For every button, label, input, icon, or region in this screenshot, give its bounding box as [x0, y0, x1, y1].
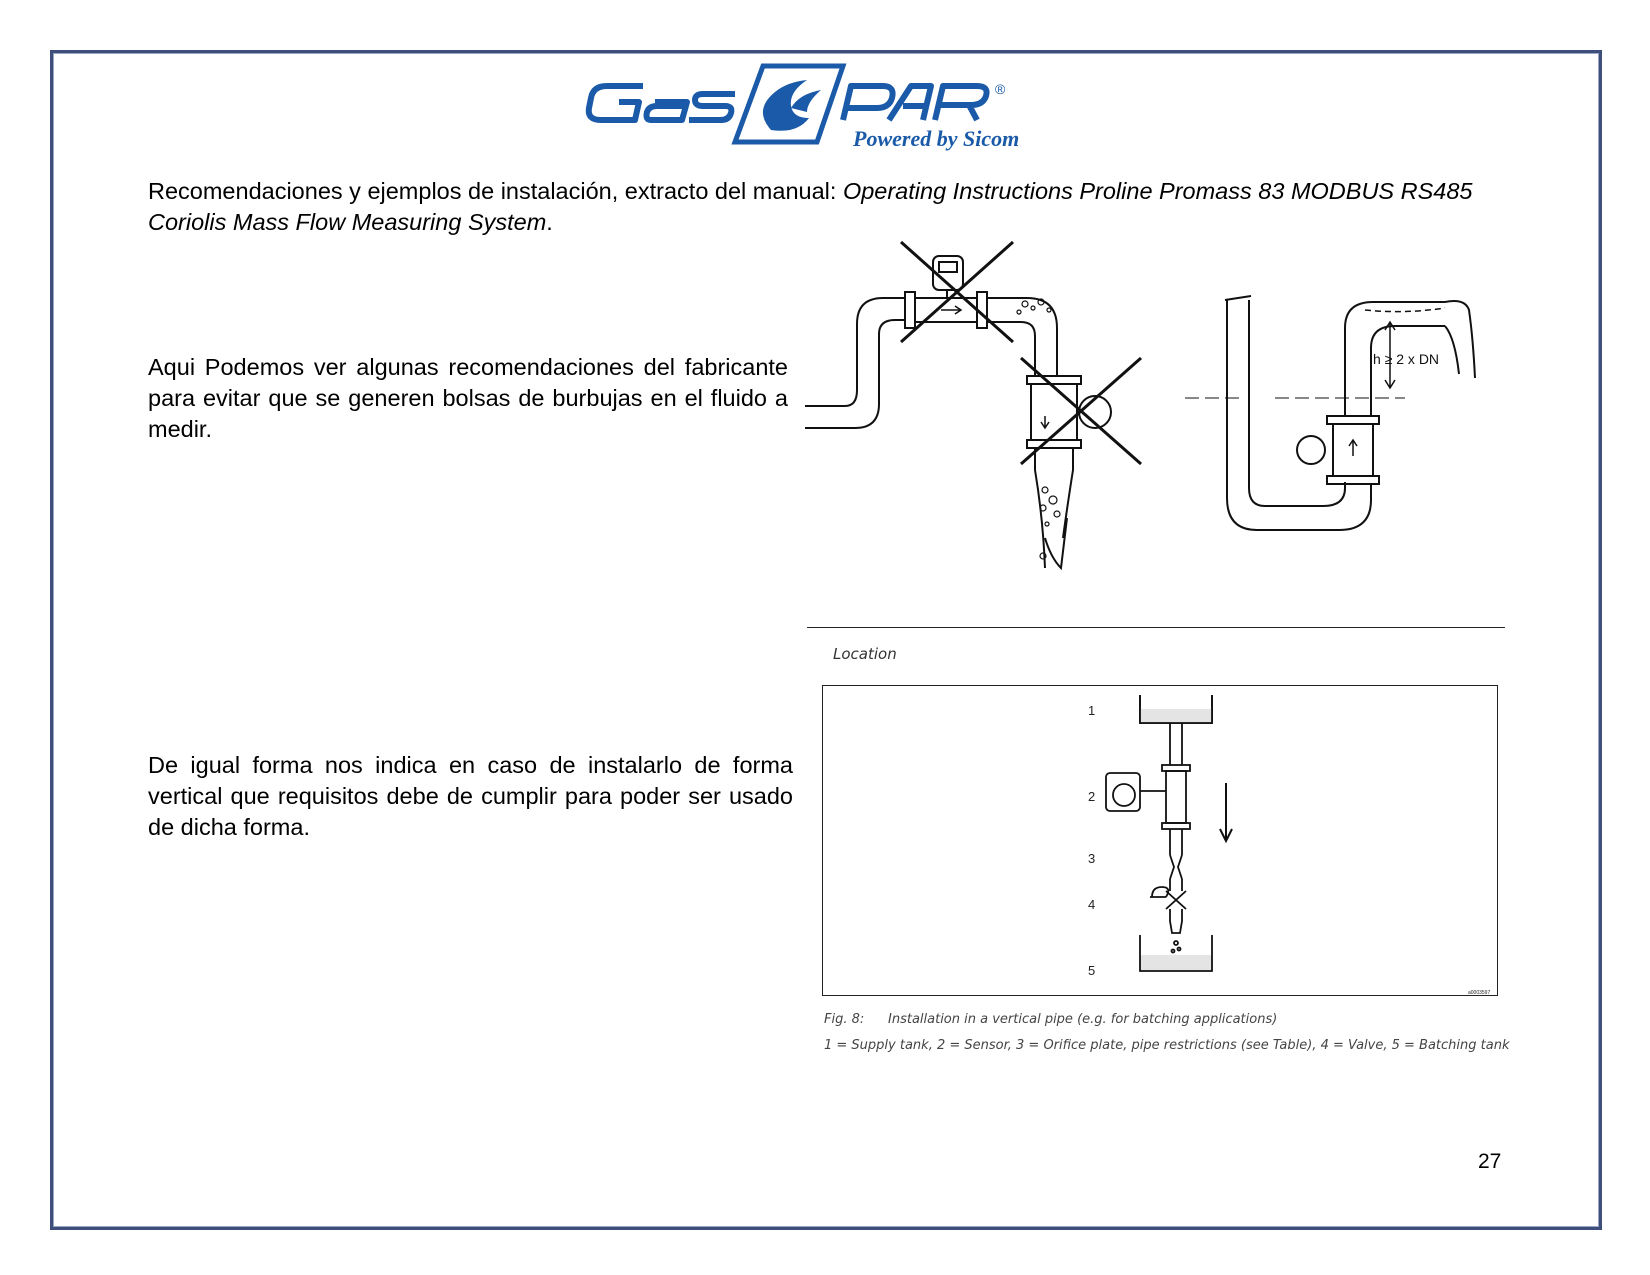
- gaspar-logo: [585, 58, 1065, 154]
- pipe-installation-diagram: [805, 238, 1505, 600]
- vertical-pipe-diagram: [822, 685, 1498, 996]
- section-divider: [807, 627, 1505, 628]
- figure-number-2: 2: [1088, 789, 1096, 804]
- manual-title: Operating Instructions Proline Promass 83 MODBUS RS485 Coriolis Mass Flow Measuring System: [148, 178, 1473, 235]
- registered-mark: ®: [995, 81, 1006, 97]
- figure-number-3: 3: [1088, 851, 1096, 866]
- figure-caption: [824, 1012, 1277, 1027]
- paragraph-vertical: De igual forma nos indica en caso de instalarlo de forma vertical que requisitos debe de cumplir para poder ser usado de dicha forma.: [148, 752, 793, 840]
- figure-title: Installation in a vertical pipe (e.g. for batching applications): [888, 1012, 1278, 1027]
- paragraph-bubbles: Aqui Podemos ver algunas recomendaciones del fabricante para evitar que se generen bolsas de burbujas en el fluido a medir.: [148, 354, 788, 442]
- page-number: 27: [1478, 1150, 1502, 1173]
- logo-tagline: Powered by Sicom: [853, 126, 1020, 151]
- location-label: Location: [833, 645, 897, 663]
- figure-code: a0003597: [1468, 990, 1491, 996]
- figure-number-4: 4: [1088, 897, 1096, 912]
- intro-text: Recomendaciones y ejemplos de instalación, extracto del manual: Operating Instructions Proline Promass 83 MODBUS RS485 Coriolis Mass Flow Measuring System.: [148, 178, 1473, 235]
- figure-number-1: 1: [1088, 703, 1096, 718]
- figure-number-5: 5: [1088, 963, 1096, 978]
- height-label: h ≥ 2 x DN: [1373, 351, 1440, 367]
- figure-legend: 1 = Supply tank, 2 = Sensor, 3 = Orifice plate, pipe restrictions (see Table), 4 = Valve, 5 = Batching tank: [824, 1038, 1510, 1053]
- figure-number-label: Fig. 8:: [824, 1012, 865, 1027]
